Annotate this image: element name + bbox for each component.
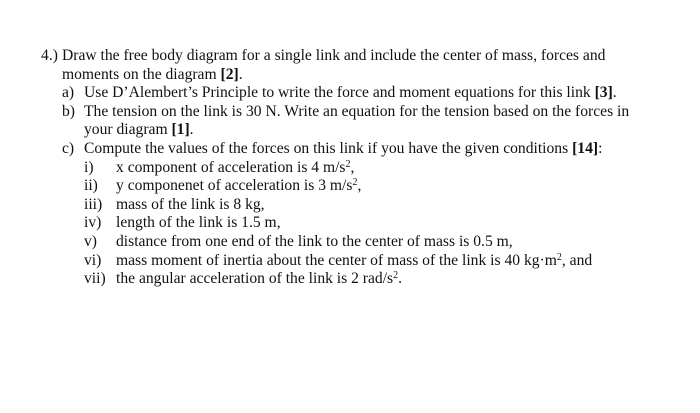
- part-b-text-continued: [84, 121, 194, 140]
- condition-vi-text: [116, 252, 592, 271]
- condition-i-body: x component of acceleration is 4 m/s: [116, 158, 346, 176]
- part-b-end: .: [189, 121, 194, 139]
- condition-iv-text: [116, 214, 281, 233]
- condition-v: [0, 233, 700, 252]
- condition-ii-label: ii): [84, 177, 98, 195]
- condition-ii: [0, 177, 700, 196]
- question-document: [0, 47, 700, 289]
- condition-vi-end: , and: [561, 251, 593, 269]
- part-b-label: b): [62, 102, 75, 120]
- condition-i-sup: 2: [345, 158, 351, 170]
- condition-iv-label: iv): [84, 214, 102, 232]
- condition-ii-sup: 2: [352, 177, 358, 189]
- question-number: 4.): [41, 47, 58, 64]
- condition-v-body: distance from one end of the link to the center of mass is 0.5 m,: [116, 232, 513, 250]
- condition-iii-text: [116, 196, 265, 215]
- part-a: [0, 84, 700, 103]
- question-text-line-1: Draw the free body diagram for a single link and include the center of mass, forces and: [62, 47, 606, 64]
- part-a-text: [84, 84, 617, 103]
- part-c-body: Compute the values of the forces on this link if you have the given conditions: [84, 139, 569, 157]
- condition-vi-label: vi): [84, 251, 102, 269]
- condition-i-end: ,: [350, 158, 355, 176]
- question-line-1: [0, 47, 700, 66]
- part-a-marks: [3]: [594, 84, 613, 102]
- question-line-2: [0, 66, 700, 85]
- condition-iii-body: mass of the link is 8 kg,: [116, 195, 265, 213]
- part-c-text: [84, 140, 602, 159]
- question-line-2-end: .: [238, 65, 243, 83]
- question-text-line-2: [62, 66, 243, 85]
- condition-vii-label: vii): [84, 270, 106, 288]
- part-a-body: Use D’Alembert’s Principle to write the force and moment equations for this link: [84, 84, 591, 102]
- part-b: [0, 103, 700, 122]
- question-text-line-2-body: moments on the diagram: [62, 65, 217, 83]
- condition-iii-label: iii): [84, 195, 103, 213]
- condition-vii: [0, 270, 700, 289]
- condition-vii-body: the angular acceleration of the link is 2 rad/s: [116, 270, 394, 288]
- part-a-label: a): [62, 84, 75, 102]
- part-a-end: .: [612, 84, 617, 102]
- part-c-end: :: [598, 139, 603, 157]
- part-b-text: The tension on the link is 30 N. Write an equation for the tension based on the forces in: [84, 102, 630, 120]
- part-c: [0, 140, 700, 159]
- condition-v-label: v): [84, 232, 97, 250]
- condition-ii-end: ,: [357, 177, 362, 195]
- condition-iv-body: length of the link is 1.5 m,: [116, 214, 281, 232]
- part-b-cont-body: your diagram: [84, 121, 168, 139]
- condition-vi-body: mass moment of inertia about the center of mass of the link is 40 kg·m: [116, 251, 557, 269]
- condition-iii: [0, 196, 700, 215]
- part-c-marks: [14]: [572, 139, 599, 157]
- condition-vii-text: [116, 270, 402, 289]
- condition-vii-sup: 2: [393, 270, 399, 282]
- condition-ii-body: y componenet of acceleration is 3 m/s: [116, 177, 353, 195]
- condition-iv: [0, 214, 700, 233]
- condition-v-text: [116, 233, 513, 252]
- condition-vi-sup: 2: [556, 251, 562, 263]
- part-c-label: c): [62, 139, 75, 157]
- question-marks: [2]: [220, 65, 239, 83]
- condition-ii-text: [116, 177, 361, 196]
- part-b-continued: [0, 121, 700, 140]
- part-b-marks: [1]: [171, 121, 190, 139]
- condition-i: [0, 159, 700, 178]
- condition-i-text: [116, 159, 354, 178]
- condition-vi: [0, 252, 700, 271]
- condition-vii-end: .: [398, 270, 403, 288]
- condition-i-label: i): [84, 158, 94, 176]
